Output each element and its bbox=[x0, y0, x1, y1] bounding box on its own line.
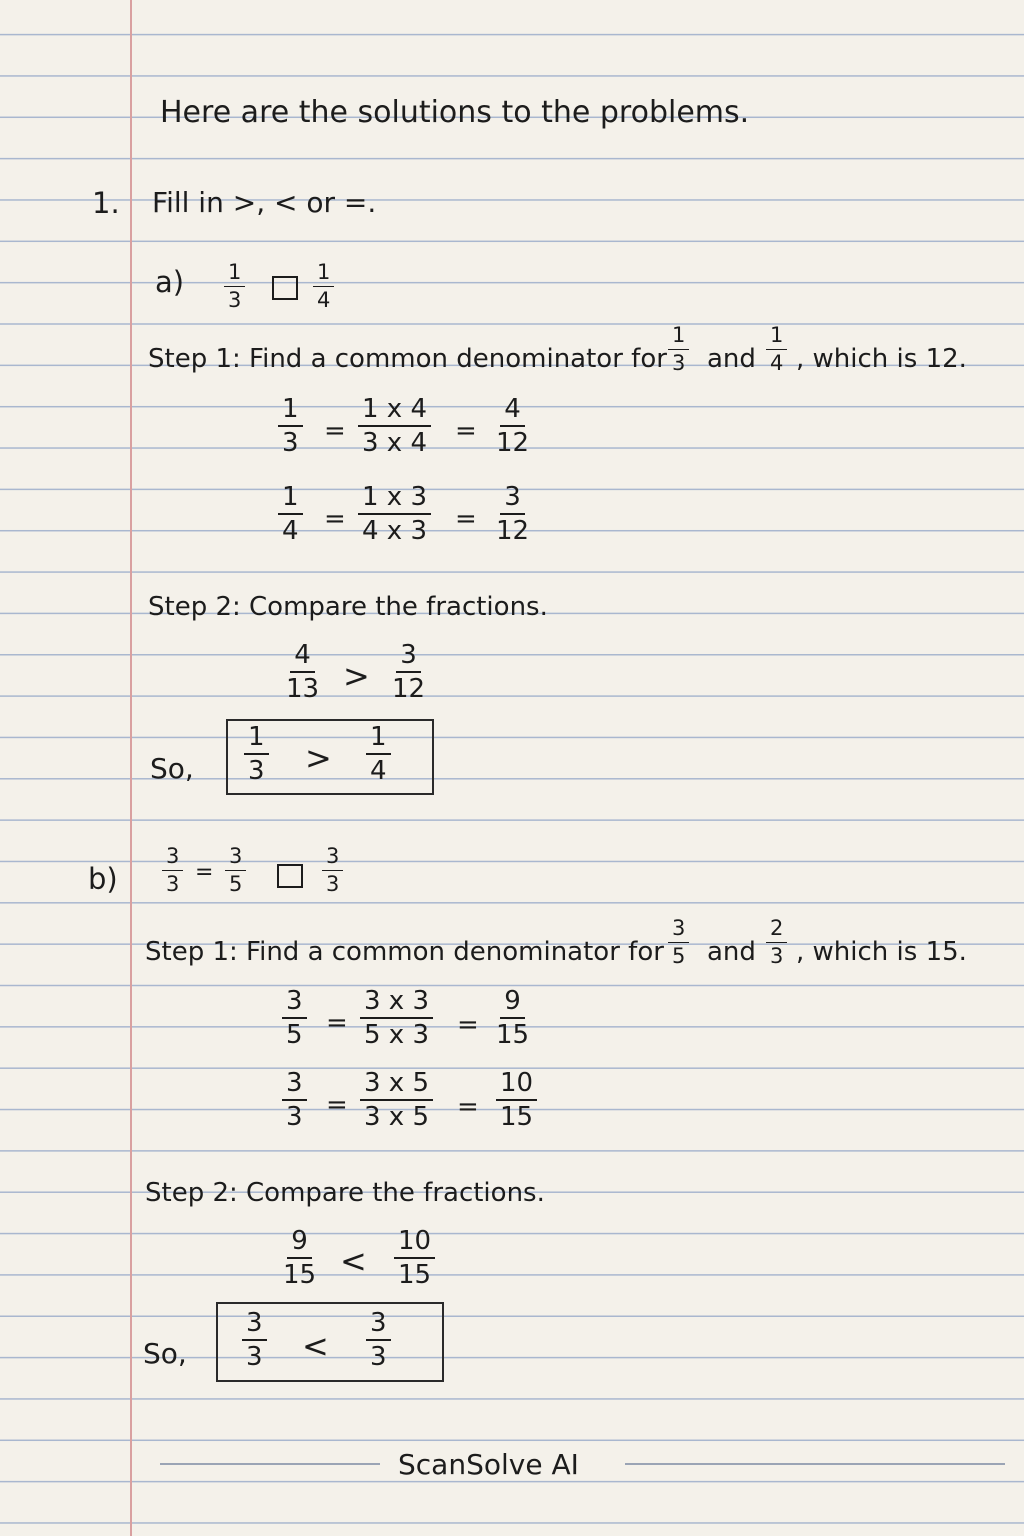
part-b-fraction-1 bbox=[162, 846, 183, 895]
denominator: 4 x 3 bbox=[362, 516, 427, 546]
numerator: 10 bbox=[496, 1070, 537, 1101]
part-b-row2-fraction bbox=[282, 1070, 307, 1130]
part-b-step2-left-fraction bbox=[283, 1228, 316, 1288]
numerator: 9 bbox=[287, 1228, 312, 1259]
equals-sign: = bbox=[324, 416, 346, 446]
denominator: 12 bbox=[496, 428, 530, 458]
numerator: 3 bbox=[282, 1070, 307, 1101]
numerator: 1 x 4 bbox=[358, 396, 431, 427]
denominator: 3 bbox=[228, 288, 242, 312]
denominator: 3 bbox=[248, 756, 265, 786]
numerator: 1 bbox=[278, 484, 303, 515]
part-a-fraction-1 bbox=[224, 262, 245, 311]
numerator: 1 bbox=[244, 724, 269, 755]
part-b-row1-fraction bbox=[282, 988, 307, 1048]
numerator: 3 x 5 bbox=[360, 1070, 433, 1101]
numerator: 3 bbox=[322, 846, 343, 871]
numerator: 9 bbox=[500, 988, 525, 1019]
equals-sign: = bbox=[326, 1090, 348, 1120]
denominator: 5 bbox=[229, 872, 243, 896]
part-b-step1-text: Step 1: Find a common denominator for bbox=[145, 937, 664, 967]
denominator: 15 bbox=[398, 1260, 432, 1290]
denominator: 3 bbox=[770, 944, 784, 968]
greater-than-sign: > bbox=[343, 657, 370, 695]
part-a-so-label: So, bbox=[150, 752, 194, 785]
numerator: 1 bbox=[668, 325, 689, 350]
numerator: 10 bbox=[394, 1228, 435, 1259]
part-a-step2-left-fraction bbox=[286, 642, 319, 702]
numerator: 1 bbox=[366, 724, 391, 755]
part-a-row1-fraction bbox=[278, 396, 303, 456]
numerator: 3 x 3 bbox=[360, 988, 433, 1019]
part-a-step1-fraction-1 bbox=[668, 325, 689, 374]
part-b-step2-text: Step 2: Compare the fractions. bbox=[145, 1178, 545, 1208]
part-b-row2-result bbox=[496, 1070, 537, 1130]
part-b-step1-fraction-1 bbox=[668, 918, 689, 967]
equals-sign: = bbox=[326, 1008, 348, 1038]
equals-sign: = bbox=[457, 1092, 479, 1122]
numerator: 1 bbox=[278, 396, 303, 427]
denominator: 4 bbox=[770, 351, 784, 375]
equals-sign: = bbox=[455, 504, 477, 534]
part-b-step1-result-text: , which is 15. bbox=[796, 937, 967, 967]
numerator: 3 bbox=[500, 484, 525, 515]
numerator: 3 bbox=[242, 1310, 267, 1341]
denominator: 3 bbox=[326, 872, 340, 896]
equals-sign: = bbox=[324, 504, 346, 534]
part-b-answer-left-fraction bbox=[242, 1310, 267, 1370]
denominator: 4 bbox=[282, 516, 299, 546]
denominator: 3 bbox=[672, 351, 686, 375]
problem-number: 1. bbox=[92, 186, 120, 220]
part-b-row2-multiplication bbox=[360, 1070, 433, 1130]
part-b-answer-right-fraction bbox=[366, 1310, 391, 1370]
denominator: 12 bbox=[496, 516, 530, 546]
denominator: 4 bbox=[317, 288, 331, 312]
denominator: 4 bbox=[370, 756, 387, 786]
part-a-step1-fraction-2 bbox=[766, 325, 787, 374]
part-a-row2-result bbox=[496, 484, 529, 544]
denominator: 3 bbox=[370, 1342, 387, 1372]
denominator: 15 bbox=[283, 1260, 317, 1290]
part-a-step1-and: and bbox=[707, 344, 756, 374]
answer-blank-box bbox=[272, 276, 298, 300]
part-a-answer-right-fraction bbox=[366, 724, 391, 784]
denominator: 5 x 3 bbox=[364, 1020, 429, 1050]
margin-line bbox=[130, 0, 132, 1536]
equals-sign: = bbox=[195, 860, 214, 885]
part-b-step2-right-fraction bbox=[394, 1228, 435, 1288]
problem-instruction: Fill in >, < or =. bbox=[152, 186, 377, 219]
footer-brand: ScanSolve AI bbox=[398, 1448, 579, 1481]
page-heading: Here are the solutions to the problems. bbox=[160, 95, 750, 130]
denominator: 5 bbox=[286, 1020, 303, 1050]
part-a-fraction-2 bbox=[313, 262, 334, 311]
denominator: 3 bbox=[166, 872, 180, 896]
part-a-answer-left-fraction bbox=[244, 724, 269, 784]
numerator: 3 bbox=[162, 846, 183, 871]
part-b-row1-multiplication bbox=[360, 988, 433, 1048]
denominator: 13 bbox=[286, 674, 320, 704]
denominator: 12 bbox=[392, 674, 426, 704]
part-a-row1-result bbox=[496, 396, 529, 456]
denominator: 15 bbox=[500, 1102, 534, 1132]
part-b-label: b) bbox=[88, 862, 118, 896]
part-b-so-label: So, bbox=[143, 1337, 187, 1370]
numerator: 3 bbox=[282, 988, 307, 1019]
numerator: 1 bbox=[313, 262, 334, 287]
part-a-row1-multiplication bbox=[358, 396, 431, 456]
part-b-fraction-3 bbox=[322, 846, 343, 895]
denominator: 3 x 4 bbox=[362, 428, 427, 458]
part-a-row2-multiplication bbox=[358, 484, 431, 544]
numerator: 3 bbox=[366, 1310, 391, 1341]
numerator: 1 bbox=[224, 262, 245, 287]
part-a-step2-right-fraction bbox=[392, 642, 425, 702]
part-b-row1-result bbox=[496, 988, 529, 1048]
less-than-sign: < bbox=[340, 1242, 367, 1280]
numerator: 4 bbox=[290, 642, 315, 673]
footer-divider-left bbox=[160, 1463, 380, 1465]
denominator: 3 bbox=[246, 1342, 263, 1372]
part-b-step1-fraction-2 bbox=[766, 918, 787, 967]
equals-sign: = bbox=[455, 416, 477, 446]
numerator: 3 bbox=[396, 642, 421, 673]
denominator: 3 x 5 bbox=[364, 1102, 429, 1132]
part-a-step1-text: Step 1: Find a common denominator for bbox=[148, 344, 667, 374]
denominator: 5 bbox=[672, 944, 686, 968]
less-than-sign: < bbox=[302, 1327, 329, 1365]
part-a-step2-text: Step 2: Compare the fractions. bbox=[148, 592, 548, 622]
part-a-label: a) bbox=[155, 265, 185, 299]
equals-sign: = bbox=[457, 1010, 479, 1040]
numerator: 2 bbox=[766, 918, 787, 943]
numerator: 4 bbox=[500, 396, 525, 427]
greater-than-sign: > bbox=[305, 739, 332, 777]
denominator: 15 bbox=[496, 1020, 530, 1050]
numerator: 3 bbox=[668, 918, 689, 943]
denominator: 3 bbox=[282, 428, 299, 458]
numerator: 1 x 3 bbox=[358, 484, 431, 515]
denominator: 3 bbox=[286, 1102, 303, 1132]
answer-blank-box bbox=[277, 864, 303, 888]
part-b-fraction-2 bbox=[225, 846, 246, 895]
numerator: 1 bbox=[766, 325, 787, 350]
footer-divider-right bbox=[625, 1463, 1005, 1465]
numerator: 3 bbox=[225, 846, 246, 871]
part-b-step1-and: and bbox=[707, 937, 756, 967]
part-a-step1-result-text: , which is 12. bbox=[796, 344, 967, 374]
part-a-row2-fraction bbox=[278, 484, 303, 544]
